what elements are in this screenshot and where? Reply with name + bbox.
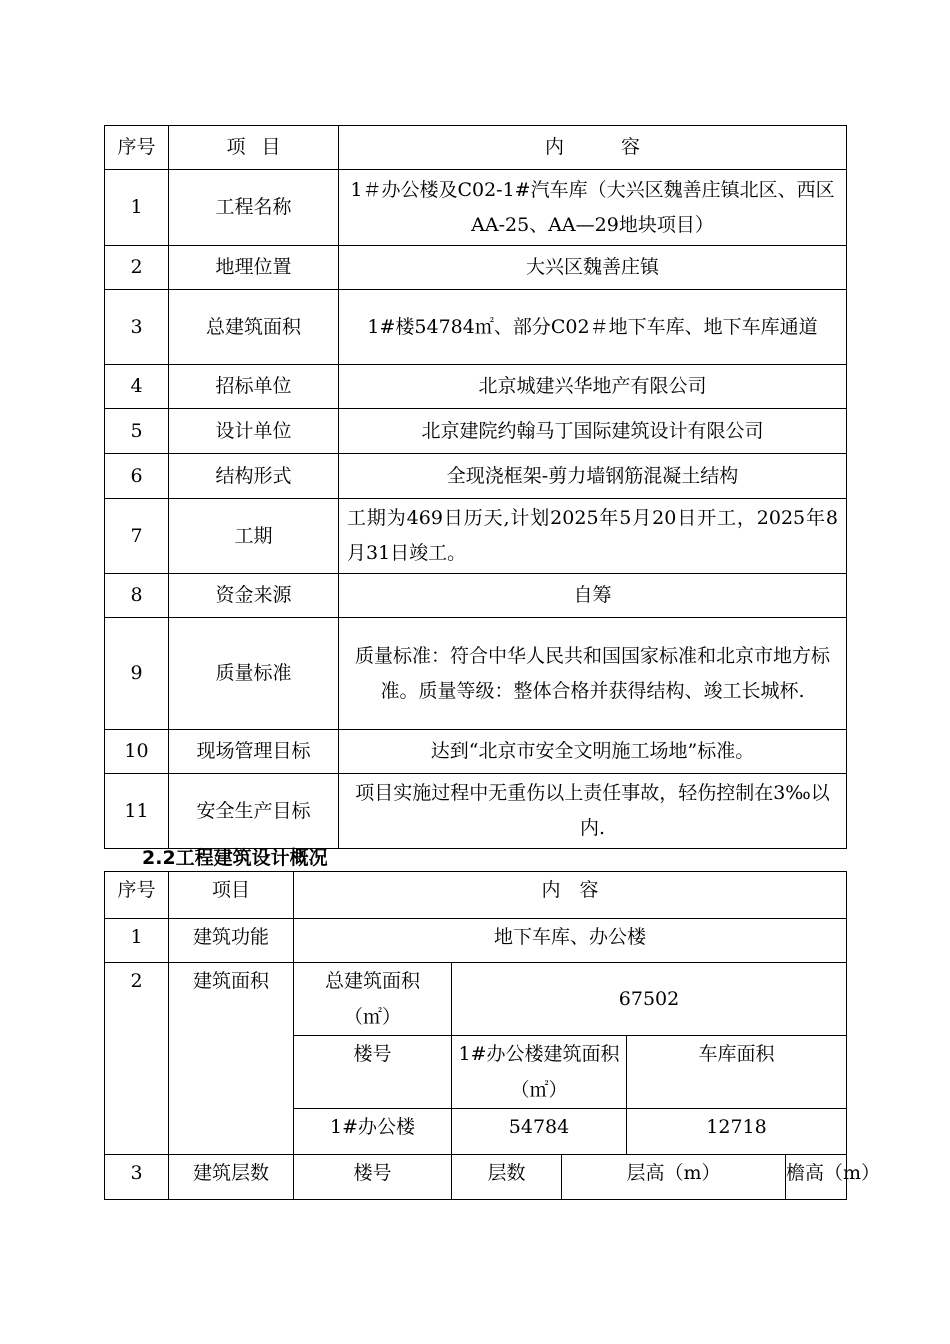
row-no: 3 [105,1155,169,1200]
table-row [105,919,847,963]
header-content: 内 容 [294,872,847,919]
table-row [105,454,847,499]
row-content: 1#楼54784㎡、部分C02＃地下车库、地下车库通道 [339,290,847,365]
row-no: 5 [105,409,169,454]
header-item: 项 目 [169,126,339,170]
row-content: 自筹 [339,574,847,618]
row-no: 1 [105,170,169,246]
table-row [105,774,847,849]
row-content: 1＃办公楼及C02-1#汽车库（大兴区魏善庄镇北区、西区AA-25、AA—29地块项目） [339,170,847,246]
row-item: 地理位置 [169,246,339,290]
building-design-table [104,871,881,1200]
table-row [105,170,847,246]
row-no: 9 [105,618,169,730]
header-no: 序号 [105,126,169,170]
row-no: 6 [105,454,169,499]
row-no: 3 [105,290,169,365]
row-no: 2 [105,963,169,1155]
garage-area-value: 12718 [627,1109,847,1155]
row-item: 结构形式 [169,454,339,499]
header-content: 内 容 [339,126,847,170]
table-row [105,499,847,574]
office-area-value: 54784 [452,1109,627,1155]
table-row [105,246,847,290]
floor-height-header: 层高（m） [562,1155,786,1200]
row-item: 招标单位 [169,365,339,409]
section-heading: 2.2工程建筑设计概况 [142,847,328,869]
eave-height-header: 檐高（m） [786,1155,847,1200]
row-no: 2 [105,246,169,290]
office-area-header: 1#办公楼建筑面积（㎡） [452,1036,627,1109]
row-content: 工期为469日历天,计划2025年5月20日开工，2025年8月31日竣工。 [339,499,847,574]
row-no: 4 [105,365,169,409]
row-content: 达到“北京市安全文明施工场地”标准。 [339,730,847,774]
row-item: 质量标准 [169,618,339,730]
row-content: 北京城建兴华地产有限公司 [339,365,847,409]
row-content: 质量标准：符合中华人民共和国国家标准和北京市地方标准。质量等级：整体合格并获得结构、竣工长城杯. [339,618,847,730]
row-no: 11 [105,774,169,849]
building-no-header: 楼号 [294,1155,452,1200]
project-overview-table [104,125,847,849]
table-row [105,574,847,618]
total-area-value: 67502 [452,963,847,1036]
floors-header: 层数 [452,1155,562,1200]
table-header-row [105,872,847,919]
table-row [105,963,847,1036]
row-no: 10 [105,730,169,774]
row-item: 资金来源 [169,574,339,618]
row-content: 地下车库、办公楼 [294,919,847,963]
table-row [105,409,847,454]
row-content: 项目实施过程中无重伤以上责任事故，轻伤控制在3‰以内. [339,774,847,849]
table-row [105,730,847,774]
building-no-header: 楼号 [294,1036,452,1109]
table-header-row [105,126,847,170]
table-row [105,365,847,409]
row-item: 建筑功能 [169,919,294,963]
table-row [105,290,847,365]
header-item: 项目 [169,872,294,919]
total-area-label: 总建筑面积（㎡） [294,963,452,1036]
row-no: 8 [105,574,169,618]
row-item: 工期 [169,499,339,574]
table-row [105,1155,847,1200]
row-no: 1 [105,919,169,963]
table-row [105,618,847,730]
garage-area-header: 车库面积 [627,1036,847,1109]
row-no: 7 [105,499,169,574]
row-content: 北京建院约翰马丁国际建筑设计有限公司 [339,409,847,454]
row-item: 设计单位 [169,409,339,454]
row-item: 总建筑面积 [169,290,339,365]
row-item: 现场管理目标 [169,730,339,774]
row-item: 建筑面积 [169,963,294,1155]
building-no: 1#办公楼 [294,1109,452,1155]
header-no: 序号 [105,872,169,919]
row-item: 安全生产目标 [169,774,339,849]
row-content: 大兴区魏善庄镇 [339,246,847,290]
row-item: 工程名称 [169,170,339,246]
row-item: 建筑层数 [169,1155,294,1200]
row-content: 全现浇框架-剪力墙钢筋混凝土结构 [339,454,847,499]
